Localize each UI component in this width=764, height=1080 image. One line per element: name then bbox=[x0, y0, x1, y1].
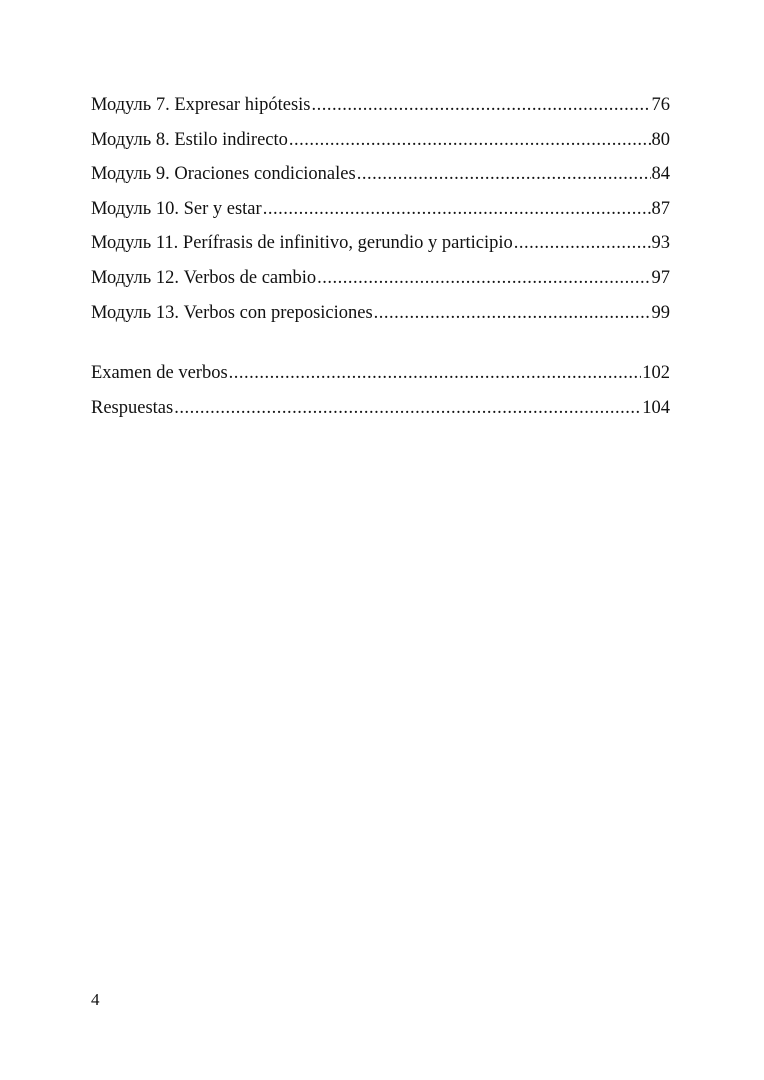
toc-leader-dots bbox=[357, 157, 651, 192]
toc-entry-page: 80 bbox=[651, 129, 670, 150]
toc-entry-title: Модуль 8. Estilo indirecto bbox=[91, 129, 288, 150]
toc-entry-respuestas bbox=[91, 391, 670, 426]
toc-leader-dots bbox=[514, 226, 651, 261]
toc-entry-examen bbox=[91, 356, 670, 391]
toc-entry-modulo-10 bbox=[91, 192, 670, 227]
toc-entry-page: 102 bbox=[642, 363, 670, 384]
toc-entry-modulo-11 bbox=[91, 226, 670, 261]
toc-appendix-group bbox=[91, 356, 670, 425]
table-of-contents bbox=[91, 88, 670, 425]
toc-entry-title: Respuestas bbox=[91, 397, 174, 418]
toc-entry-modulo-13 bbox=[91, 296, 670, 331]
toc-entry-page: 76 bbox=[651, 95, 670, 115]
toc-entry-modulo-9 bbox=[91, 157, 670, 192]
toc-entry-page: 97 bbox=[651, 267, 670, 288]
toc-entry-page: 99 bbox=[651, 302, 670, 323]
toc-leader-dots bbox=[263, 192, 651, 227]
toc-entry-modulo-7 bbox=[91, 88, 670, 123]
toc-leader-dots bbox=[317, 261, 650, 296]
page-number: 4 bbox=[91, 990, 100, 1009]
toc-leader-dots bbox=[374, 296, 651, 331]
toc-entry-title: Модуль 11. Perífrasis de infinitivo, gerundio y participio bbox=[91, 233, 513, 254]
toc-entry-title: Модуль 7. Expresar hipótesis bbox=[91, 95, 311, 115]
toc-leader-dots bbox=[312, 88, 651, 123]
toc-entry-page: 104 bbox=[642, 397, 670, 418]
toc-entry-page: 84 bbox=[651, 164, 670, 185]
toc-modules-group bbox=[91, 88, 670, 330]
toc-entry-title: Модуль 13. Verbos con preposiciones bbox=[91, 302, 373, 323]
toc-entry-page: 87 bbox=[651, 198, 670, 219]
toc-leader-dots bbox=[174, 391, 641, 426]
toc-entry-title: Модуль 9. Oraciones condicionales bbox=[91, 164, 356, 185]
toc-entry-modulo-8 bbox=[91, 123, 670, 158]
toc-entry-title: Examen de verbos bbox=[91, 363, 228, 384]
toc-entry-modulo-12 bbox=[91, 261, 670, 296]
toc-entry-title: Модуль 10. Ser y estar bbox=[91, 198, 262, 219]
toc-leader-dots bbox=[289, 123, 651, 158]
toc-leader-dots bbox=[229, 356, 642, 391]
toc-entry-page: 93 bbox=[651, 233, 670, 254]
toc-entry-title: Модуль 12. Verbos de cambio bbox=[91, 267, 317, 288]
